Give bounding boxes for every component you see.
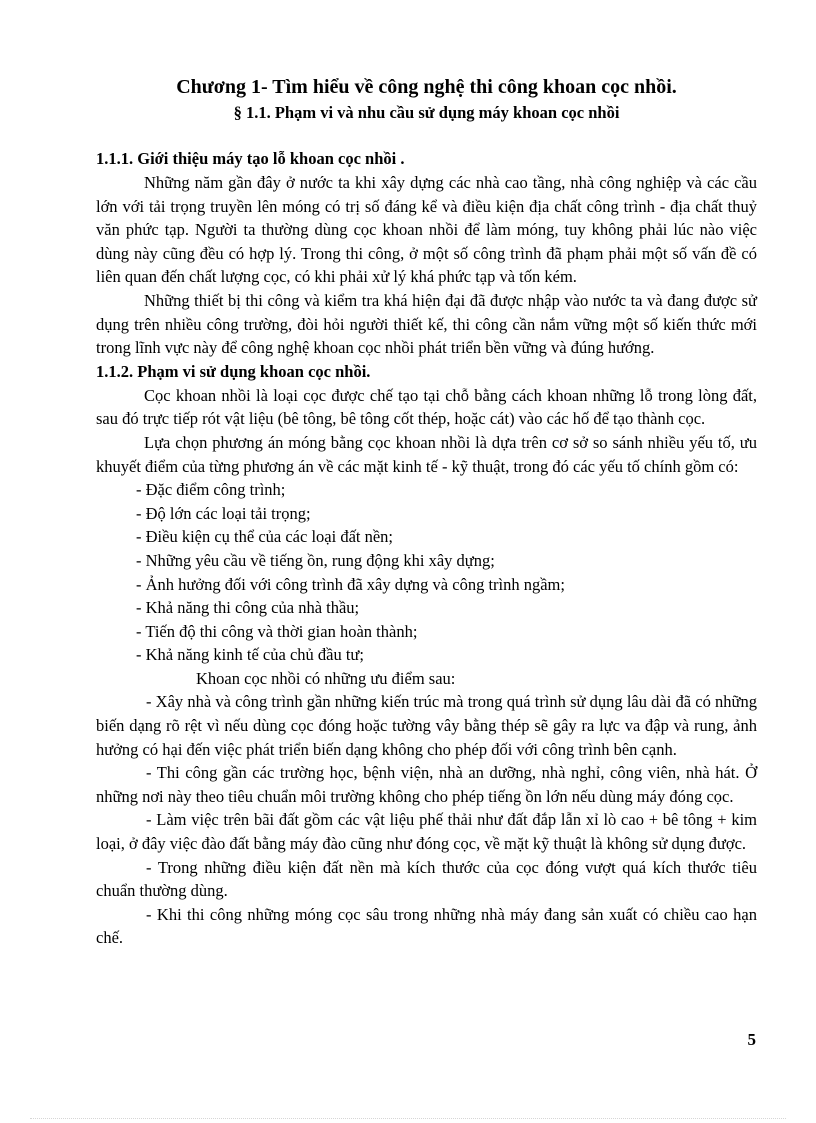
paragraph: Lựa chọn phương án móng bằng cọc khoan nhồi là dựa trên cơ sở so sánh nhiều yếu tố, ưu khuyết điểm của từng phương án về các mặt kinh tế - kỹ thuật, trong đó các yếu tố chính gồm có: xyxy=(96,432,757,476)
paragraph: Cọc khoan nhồi là loại cọc được chế tạo tại chỗ bằng cách khoan những lỗ trong lòng đất, sau đó trực tiếp rót vật liệu (bê tông, bê tông cốt thép, hoặc cát) vào các hố để tạo thành cọc. xyxy=(96,385,757,429)
paragraph: Những thiết bị thi công và kiểm tra khá hiện đại đã được nhập vào nước ta và đang được sử dụng trên nhiều công trường, đòi hỏi người thiết kế, thi công cần nắm vững một số kiến thức mới trong lĩnh vực này để công nghệ khoan cọc nhồi phát triển bền vững và đúng hướng. xyxy=(96,290,757,358)
advantage-paragraph: - Trong những điều kiện đất nền mà kích thước của cọc đóng vượt quá kích thước tiêu chuẩn thường dùng. xyxy=(96,857,757,901)
advantage-paragraph: - Khi thi công những móng cọc sâu trong những nhà máy đang sản xuất có chiều cao hạn chế. xyxy=(96,904,757,948)
advantage-paragraph: - Làm việc trên bãi đất gồm các vật liệu phế thải như đất đắp lẫn xỉ lò cao + bê tông + kim loại, ở đây việc đào đất bằng máy đào cũng như đóng cọc, về mặt kỹ thuật là không sử dụng được. xyxy=(96,810,757,854)
list-item: - Đặc điểm công trình; xyxy=(136,480,286,500)
list-item: - Khả năng thi công của nhà thầu; xyxy=(136,598,360,618)
subsection-heading-1-1-1: 1.1.1. Giới thiệu máy tạo lỗ khoan cọc nhồi . xyxy=(96,149,405,168)
page-content xyxy=(96,74,757,950)
advantage-paragraph: - Thi công gần các trường học, bệnh viện, nhà an dưỡng, nhà nghỉ, công viên, nhà hát. Ở những nơi này theo tiêu chuẩn môi trường không cho phép tiếng ồn lớn nếu dùng máy đóng cọc. xyxy=(96,763,757,806)
chapter-title: Chương 1- Tìm hiểu về công nghệ thi công khoan cọc nhồi. xyxy=(176,76,677,98)
list-item: - Điều kiện cụ thể của các loại đất nền; xyxy=(136,527,394,547)
page-divider xyxy=(30,1118,786,1119)
list-item: - Tiến độ thi công và thời gian hoàn thành; xyxy=(136,621,418,641)
advantage-paragraph: - Xây nhà và công trình gần những kiến trúc mà trong quá trình sử dụng lâu dài đã có những biến dạng rõ rệt vì nếu dùng cọc đóng hoặc tường vây bằng thép sẽ gây ra lực va đập và rung, ảnh hưởng có hại đến việc phát triển biến dạng không cho phép đối với công trình bên cạnh. xyxy=(96,692,757,759)
section-title: § 1.1. Phạm vi và nhu cầu sử dụng máy khoan cọc nhồi xyxy=(233,103,620,122)
list-item: - Khả năng kinh tế của chủ đầu tư; xyxy=(136,645,364,665)
subsection-heading-1-1-2: 1.1.2. Phạm vi sử dụng khoan cọc nhồi. xyxy=(96,361,371,381)
list-item: - Những yêu cầu về tiếng ồn, rung động khi xây dựng; xyxy=(136,550,495,570)
page-number: 5 xyxy=(747,1030,756,1049)
list-item: - Ảnh hưởng đối với công trình đã xây dựng và công trình ngầm; xyxy=(136,574,565,594)
paragraph: Những năm gần đây ở nước ta khi xây dựng các nhà cao tầng, nhà công nghiệp và các cầu lớn với tải trọng truyền lên móng có trị số đáng kể và điều kiện địa chất công trình - địa chất thuỷ văn phức tạp. Người ta thường dùng cọc khoan nhồi để làm móng, tuy không phải lúc nào việc dùng này cũng đều có hợp lý. Trong thi công, ở một số công trình đã phạm phải một số vấn đề có liên quan đến chất lượng cọc, có khi phải xử lý khá phức tạp và tốn kém. xyxy=(96,173,757,287)
advantages-lead: Khoan cọc nhồi có những ưu điểm sau: xyxy=(196,668,456,688)
list-item: - Độ lớn các loại tải trọng; xyxy=(136,503,311,523)
factor-list xyxy=(96,478,757,667)
